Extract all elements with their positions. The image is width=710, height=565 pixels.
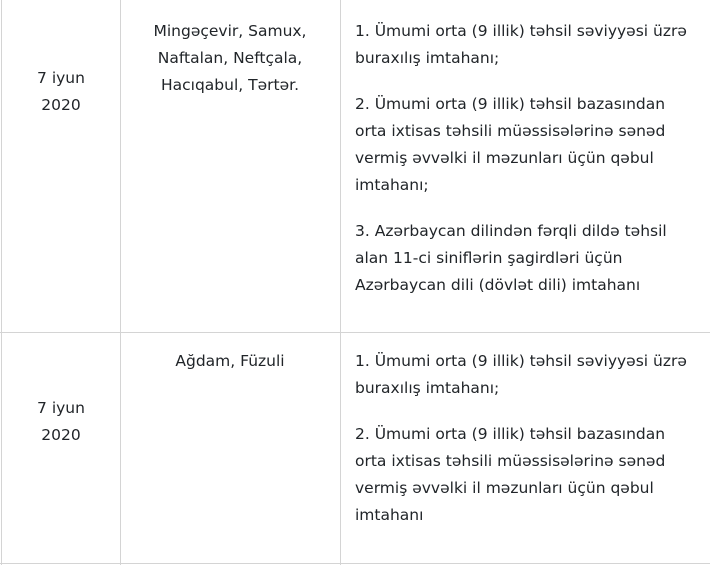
date-year: 2020 (41, 426, 81, 444)
row-divider (0, 563, 710, 564)
city-line: Hacıqabul, Tərtər. (160, 76, 299, 94)
exam-item: 2. Ümumi orta (9 illik) təhsil bazasından orta ixtisas təhsili müəssisələrinə sənəd vermiş əvvəlki il məzunları üçün qəbul imtahanı (355, 425, 666, 524)
row-divider (0, 332, 710, 333)
exam-item: 1. Ümumi orta (9 illik) təhsil səviyyəsi üzrə buraxılış imtahanı; (355, 22, 687, 67)
table-row-1-cities (121, 18, 339, 99)
table-row-2-exams (355, 348, 700, 548)
city-line: Ağdam, Füzuli (175, 352, 285, 370)
date-day: 7 iyun (37, 399, 85, 417)
table-row-2-date (2, 395, 120, 449)
exam-item: 2. Ümumi orta (9 illik) təhsil bazasından orta ixtisas təhsili müəssisələrinə sənəd vermiş əvvəlki il məzunları üçün qəbul imtahanı; (355, 95, 666, 194)
table-row-1-exams (355, 18, 700, 318)
date-year: 2020 (41, 96, 81, 114)
exam-item: 1. Ümumi orta (9 illik) təhsil səviyyəsi üzrə buraxılış imtahanı; (355, 352, 687, 397)
table-row-1-date (2, 65, 120, 119)
date-day: 7 iyun (37, 69, 85, 87)
exam-item: 3. Azərbaycan dilindən fərqli dildə təhsil alan 11-ci siniflərin şagirdləri üçün Azərbaycan dili (dövlət dili) imtahanı (355, 222, 667, 294)
city-line: Mingəçevir, Samux, (153, 22, 307, 40)
column-divider (340, 0, 341, 565)
city-line: Naftalan, Neftçala, (157, 49, 303, 67)
table-row-2-cities (121, 348, 339, 375)
